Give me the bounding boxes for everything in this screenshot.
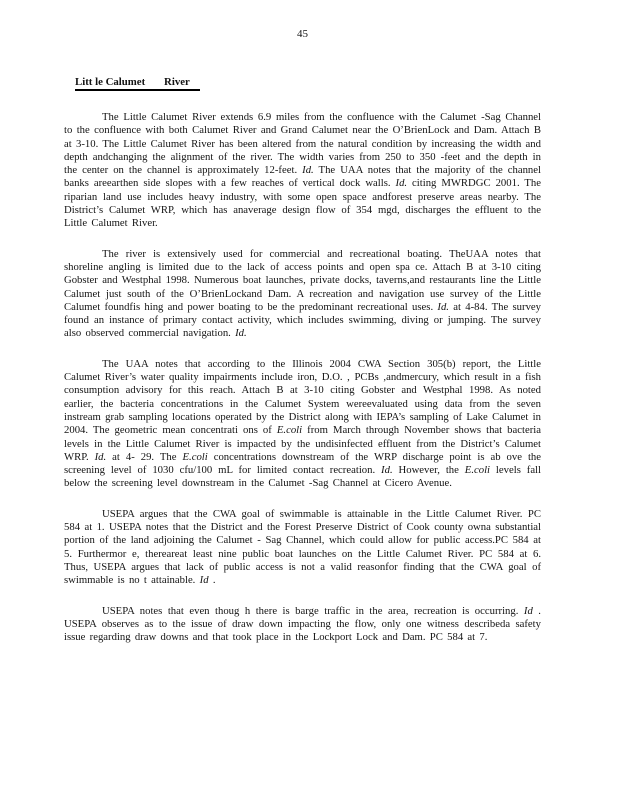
citation-italic: Id. <box>381 464 393 477</box>
text-run: citing MWRDGC 2001. The riparian land use includes heavy industry, with some open space andforest preserve areas nearby. The District’s Calumet WRP, which has anaverage design flow of 354 mgd, discharges the effluent to the Little Calumet River. <box>64 177 541 230</box>
citation-italic: E.coli <box>276 424 303 437</box>
text-run: at 4- 29. The <box>106 450 183 463</box>
page-number: 45 <box>297 28 308 40</box>
paragraph <box>64 508 541 588</box>
text-run: . <box>208 574 216 587</box>
paragraph <box>64 111 541 231</box>
citation-italic: Id <box>199 574 209 587</box>
text-run: concentrations downstream of the WRP discharge point is ab ove the screening level of 1030 cfu/100 mL for limited contact recreation. <box>64 450 541 477</box>
text-run: . USEPA observes as to the issue of draw down impacting the flow, only one witness describeda safety issue regarding draw downs and that took place in the Lockport Lock and Dam. PC 584 at 7. <box>64 604 541 644</box>
paragraphs <box>64 111 541 644</box>
citation-italic: Id. <box>395 177 408 190</box>
text-run: The UAA notes that according to the Illinois 2004 CWA Section 305(b) report, the Little Calumet River’s water quality impairments include iron, D.O. , PCBs ,andmercury, which result in a fish consumption advisory for this reach. Attach B at 3-10 citing Gobster and Westphal 1998. As noted earlier, the bacteria concentrations in the Calumet System wereevaluated using data from the seven instream grab sampling locations operated by the District along with IEPA’s sampling of Lake Calumet in 2004. The geometric mean concentrati ons of <box>64 357 541 437</box>
citation-italic: Id. <box>235 327 247 340</box>
paragraph <box>64 605 541 645</box>
citation-italic: Id <box>523 604 533 617</box>
citation-italic: E.coli <box>182 450 208 463</box>
text-run: The UAA notes that the majority of the channel banks areearthen side slopes with a few reaches of vertical dock walls. <box>64 164 541 190</box>
paragraph <box>64 248 541 341</box>
text-run: The Little Calumet River extends 6.9 miles from the confluence with the Calumet -Sag Channel to the confluence with both Calumet River and Grand Calumet near the O’BrienLock and Dam. Attach B at 3-10. The Little Calumet River has been altered from the natural condition by increasing the width and depth andchanging the alignment of the river. The width varies from 250 to 350 -feet and the depth in the center on the channel is approximately 12-feet. <box>64 111 541 177</box>
text-run: USEPA notes that even thoug h there is barge traffic in the area, recreation is occurring. <box>102 604 524 617</box>
text-run: The river is extensively used for commercial and recreational boating. TheUAA notes that shoreline angling is limited due to the lack of access points and open spa ce. Attach B at 3-10 citing Gobster and Westphal 1998. Numerous boat launches, private docks, taverns,and restaurants line the Little Calumet just south of the O’BrienLockand Dam. A recreation and navigation use survey of the Little Calumet foundfis hing and power boating to be the predominant recreational uses. <box>64 247 541 313</box>
text-run: levels fall below the screening level downstream in the Calumet -Sag Channel at Cicero Avenue. <box>64 464 541 490</box>
citation-italic: E.coli <box>464 464 491 477</box>
citation-italic: Id. <box>437 300 449 313</box>
citation-italic: Id. <box>94 450 107 463</box>
text-run: at 4-84. The survey found an instance of primary contact activity, which includes swimming, diving or jumping. The survey also observed commercial navigation. <box>64 300 542 340</box>
citation-italic: Id. <box>302 164 314 177</box>
paragraph <box>64 358 541 491</box>
section-heading-text: Litt le Calumet River <box>75 76 200 91</box>
text-run: from March through November shows that bacteria levels in the Little Calumet River is impacted by the undisinfected effluent from the District’s Calumet WRP. <box>64 424 542 463</box>
section-heading <box>75 76 541 91</box>
text-run: However, the <box>392 464 465 477</box>
text-run: USEPA argues that the CWA goal of swimmable is attainable in the Little Calumet River. PC 584 at 1. USEPA notes that the District and the Forest Preserve District of Cook county owna substantial portion of the land adjoining the Calumet - Sag Channel, which could allow for public access.PC 584 at 5. Furthermor e, thereareat least nine public boat launches on the Little Calumet River. PC 584 at 6. Thus, USEPA argues that lack of public access is not a valid reasonfor finding that the CWA goal of swimmable is no t attainable. <box>64 507 541 587</box>
